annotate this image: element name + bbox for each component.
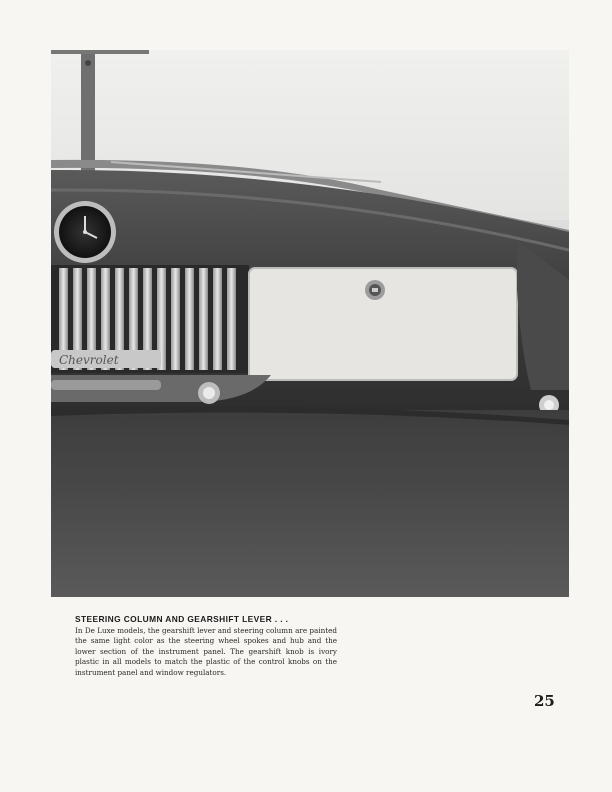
clock-icon <box>54 201 116 263</box>
caption-body: In De Luxe models, the gearshift lever and steering column are painted the same light color as the steering wheel spokes and hub and the lower section of the instrument panel. The gearshift knob is ivory plastic in all models to match the plastic of the control knobs on the instrument panel and window regulators. <box>75 626 337 677</box>
floor-area <box>51 410 569 597</box>
page-number: 25 <box>534 692 555 710</box>
caption-title: STEERING COLUMN AND GEARSHIFT LEVER . . . <box>75 614 289 624</box>
glovebox-lock-icon <box>365 280 385 300</box>
caption <box>75 614 337 678</box>
dashboard-photo <box>51 50 569 597</box>
glove-box <box>249 268 517 380</box>
mirror-post <box>81 50 95 175</box>
control-knob-icon <box>198 382 220 404</box>
emblem-script: Chevrolet <box>59 353 119 367</box>
